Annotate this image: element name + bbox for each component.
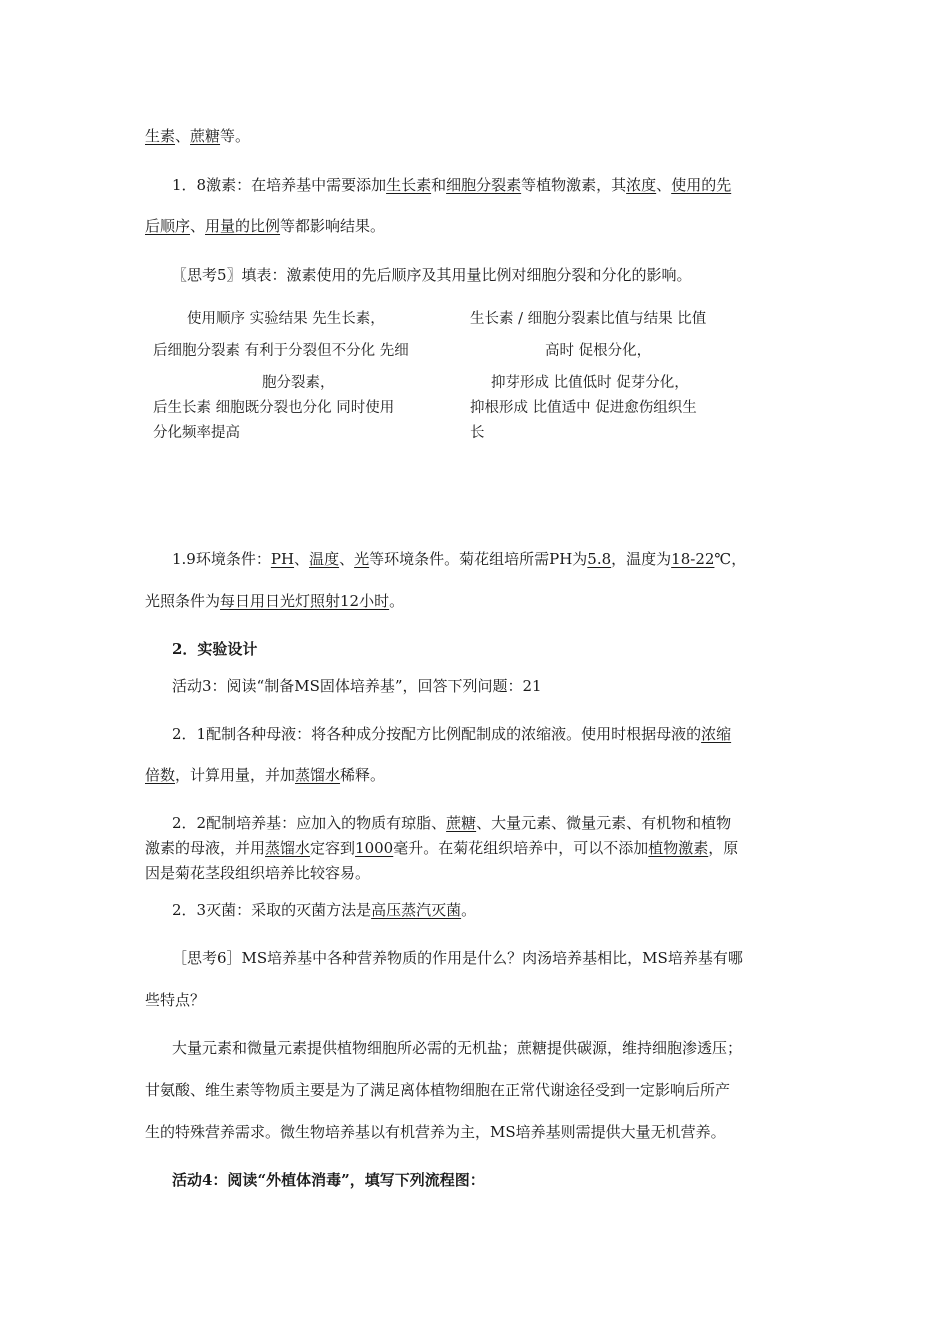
paragraph-2-1-line1: 2．1配制各种母液：将各种成分按配方比例配制成的浓缩液。使用时根据母液的浓缩 [172,725,732,743]
answer-line3: 生的特殊营养需求。微生物培养基以有机营养为主，MS培养基则需提供大量无机营养。 [145,1123,726,1141]
paragraph-1-8-line1: 1．8激素：在培养基中需要添加生长素和细胞分裂素等植物激素，其浓度、使用的先 [172,176,732,194]
table-left-line2: 后细胞分裂素 有利于分裂但不分化 先细 [153,343,409,359]
paragraph-continuation: 生素、蔗糖等。 [145,127,251,145]
table-left-line1: 使用顺序 实验结果 先生长素， [187,311,385,327]
answer-line2: 甘氨酸、维生素等物质主要是为了满足离体植物细胞在正常代谢途径受到一定影响后所产 [145,1081,731,1099]
table-right-line1: 生长素 / 细胞分裂素比值与结果 比值 [470,311,707,327]
section-2-heading: 2．实验设计 [172,640,258,658]
table-left-line5: 分化频率提高 [153,425,240,441]
think-5-prompt: 〖思考5〗填表：激素使用的先后顺序及其用量比例对细胞分裂和分化的影响。 [172,266,692,284]
answer-line1: 大量元素和微量元素提供植物细胞所必需的无机盐；蔗糖提供碳源，维持细胞渗透压； [172,1039,743,1057]
paragraph-1-8-line2: 后顺序、用量的比例等都影响结果。 [145,217,386,235]
activity-4-prompt: 活动4：阅读“外植体消毒”，填写下列流程图： [172,1171,485,1189]
table-left-line4: 后生长素 细胞既分裂也分化 同时使用 [153,400,395,416]
table-right-line3: 抑芽形成 比值低时 促芽分化， [491,375,689,391]
think-6-line1: ［思考6］MS培养基中各种营养物质的作用是什么？肉汤培养基相比，MS培养基有哪 [172,949,743,967]
table-right-line4: 抑根形成 比值适中 促进愈伤组织生 [470,400,697,416]
paragraph-2-1-line2: 倍数，计算用量，并加蒸馏水稀释。 [145,766,386,784]
table-right-line5: 长 [470,425,485,441]
think-6-line2: 些特点？ [145,991,206,1009]
table-right-line2: 高时 促根分化， [545,343,652,359]
paragraph-2-2-line2: 激素的母液，并用蒸馏水定容到1000毫升。在菊花组织培养中，可以不添加植物激素，原 [145,839,739,857]
paragraph-2-2-line3: 因是菊花茎段组织培养比较容易。 [145,864,371,882]
paragraph-1-9-line1: 1.9环境条件：PH、温度、光等环境条件。菊花组培所需PH为5.8，温度为18-22℃， [172,550,747,568]
paragraph-1-9-line2: 光照条件为每日用日光灯照射12小时。 [145,592,405,610]
activity-3-prompt: 活动3：阅读“制备MS固体培养基”，回答下列问题：21 [172,677,542,695]
table-left-line3: 胞分裂素， [262,375,335,391]
paragraph-2-2-line1: 2．2配制培养基：应加入的物质有琼脂、蔗糖、大量元素、微量元素、有机物和植物 [172,814,732,832]
paragraph-2-3: 2．3灭菌：采取的灭菌方法是高压蒸汽灭菌。 [172,901,477,919]
